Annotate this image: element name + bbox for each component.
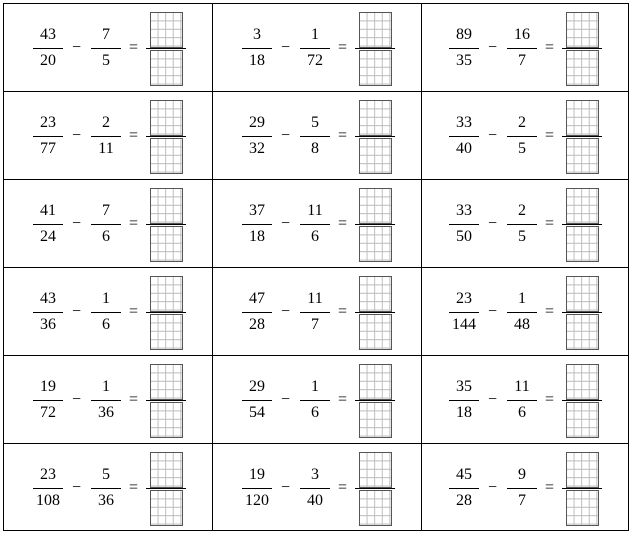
answer-fraction-bar xyxy=(355,488,395,489)
second-fraction-denominator: 6 xyxy=(518,404,526,421)
answer-numerator-box[interactable] xyxy=(150,12,183,48)
first-fraction xyxy=(28,290,68,334)
answer-denominator-box[interactable] xyxy=(566,490,599,526)
second-fraction xyxy=(295,466,335,510)
problem-cell xyxy=(4,444,213,530)
answer-denominator-box[interactable] xyxy=(359,138,392,174)
second-fraction xyxy=(295,114,335,158)
answer-numerator-box[interactable] xyxy=(566,12,599,48)
second-fraction xyxy=(86,202,126,246)
second-fraction-denominator: 5 xyxy=(102,52,110,69)
answer-numerator-box[interactable] xyxy=(359,276,392,312)
second-fraction xyxy=(502,378,542,422)
answer-fraction xyxy=(355,188,395,262)
problem-cell xyxy=(422,92,628,180)
first-fraction-denominator: 32 xyxy=(249,140,265,157)
second-fraction-denominator: 72 xyxy=(307,52,323,69)
fraction-bar xyxy=(507,312,537,313)
second-fraction-numerator: 5 xyxy=(102,466,110,483)
answer-numerator-box[interactable] xyxy=(359,12,392,48)
answer-fraction-bar xyxy=(146,224,186,225)
equals-sign: = xyxy=(129,391,139,408)
equals-sign: = xyxy=(129,215,139,232)
first-fraction-denominator: 20 xyxy=(40,52,56,69)
answer-fraction xyxy=(146,100,186,174)
second-fraction-denominator: 6 xyxy=(102,228,110,245)
problem-cell xyxy=(422,180,628,268)
problem-cell xyxy=(4,356,213,444)
second-fraction xyxy=(502,466,542,510)
second-fraction-numerator: 2 xyxy=(518,202,526,219)
fraction-bar xyxy=(300,136,330,137)
first-fraction-denominator: 77 xyxy=(40,140,56,157)
first-fraction-numerator: 41 xyxy=(40,202,56,219)
first-fraction-denominator: 18 xyxy=(456,404,472,421)
equals-sign: = xyxy=(545,479,555,496)
second-fraction-numerator: 2 xyxy=(102,114,110,131)
first-fraction xyxy=(444,114,484,158)
answer-denominator-box[interactable] xyxy=(359,226,392,262)
fraction-bar xyxy=(91,312,121,313)
second-fraction-denominator: 7 xyxy=(311,316,319,333)
answer-numerator-box[interactable] xyxy=(359,100,392,136)
second-fraction-numerator: 11 xyxy=(307,290,323,307)
answer-fraction-bar xyxy=(562,224,602,225)
second-fraction xyxy=(86,290,126,334)
answer-fraction xyxy=(146,12,186,86)
second-fraction-denominator: 5 xyxy=(518,140,526,157)
fraction-bar xyxy=(91,224,121,225)
first-fraction-numerator: 3 xyxy=(253,26,261,43)
fraction-bar xyxy=(242,48,272,49)
second-fraction xyxy=(295,26,335,70)
first-fraction xyxy=(237,466,277,510)
first-fraction-numerator: 37 xyxy=(249,202,265,219)
first-fraction xyxy=(444,466,484,510)
first-fraction-numerator: 23 xyxy=(456,290,472,307)
equals-sign: = xyxy=(338,479,348,496)
second-fraction-numerator: 1 xyxy=(311,378,319,395)
second-fraction-numerator: 7 xyxy=(102,202,110,219)
minus-sign: − xyxy=(72,39,82,56)
first-fraction-numerator: 23 xyxy=(40,466,56,483)
fraction-bar xyxy=(33,136,63,137)
minus-sign: − xyxy=(488,391,498,408)
first-fraction-numerator: 43 xyxy=(40,290,56,307)
equals-sign: = xyxy=(545,303,555,320)
first-fraction xyxy=(28,202,68,246)
first-fraction-denominator: 24 xyxy=(40,228,56,245)
first-fraction-numerator: 29 xyxy=(249,114,265,131)
second-fraction xyxy=(86,26,126,70)
problem-cell xyxy=(213,444,422,530)
answer-numerator-box[interactable] xyxy=(359,452,392,488)
answer-denominator-box[interactable] xyxy=(150,490,183,526)
first-fraction-numerator: 47 xyxy=(249,290,265,307)
minus-sign: − xyxy=(72,391,82,408)
fraction-bar xyxy=(300,312,330,313)
first-fraction-numerator: 29 xyxy=(249,378,265,395)
problem-cell xyxy=(4,4,213,92)
answer-denominator-box[interactable] xyxy=(566,314,599,350)
fraction-bar xyxy=(449,400,479,401)
fraction-bar xyxy=(91,400,121,401)
answer-denominator-box[interactable] xyxy=(150,50,183,86)
answer-fraction-bar xyxy=(562,400,602,401)
problem-cell xyxy=(422,4,628,92)
answer-fraction xyxy=(562,276,602,350)
equals-sign: = xyxy=(545,127,555,144)
second-fraction-denominator: 36 xyxy=(98,404,114,421)
first-fraction xyxy=(444,290,484,334)
answer-fraction-bar xyxy=(146,488,186,489)
answer-numerator-box[interactable] xyxy=(150,452,183,488)
second-fraction-numerator: 11 xyxy=(514,378,530,395)
answer-numerator-box[interactable] xyxy=(566,100,599,136)
problem-cell xyxy=(4,92,213,180)
minus-sign: − xyxy=(72,215,82,232)
fraction-bar xyxy=(91,488,121,489)
second-fraction-numerator: 11 xyxy=(307,202,323,219)
fraction-bar xyxy=(300,488,330,489)
answer-fraction xyxy=(562,12,602,86)
fraction-bar xyxy=(242,224,272,225)
first-fraction-denominator: 18 xyxy=(249,228,265,245)
minus-sign: − xyxy=(281,391,291,408)
first-fraction-denominator: 18 xyxy=(249,52,265,69)
problem-cell xyxy=(213,356,422,444)
problem-cell xyxy=(213,268,422,356)
equals-sign: = xyxy=(129,127,139,144)
equals-sign: = xyxy=(129,479,139,496)
second-fraction-denominator: 7 xyxy=(518,52,526,69)
second-fraction-denominator: 11 xyxy=(98,140,114,157)
fraction-bar xyxy=(91,48,121,49)
minus-sign: − xyxy=(488,127,498,144)
answer-denominator-box[interactable] xyxy=(150,138,183,174)
second-fraction xyxy=(502,290,542,334)
minus-sign: − xyxy=(488,303,498,320)
first-fraction-denominator: 108 xyxy=(36,492,60,509)
first-fraction-numerator: 35 xyxy=(456,378,472,395)
fraction-bar xyxy=(33,312,63,313)
first-fraction-numerator: 23 xyxy=(40,114,56,131)
answer-fraction-bar xyxy=(146,136,186,137)
fraction-bar xyxy=(33,488,63,489)
first-fraction xyxy=(444,26,484,70)
answer-fraction-bar xyxy=(562,312,602,313)
fraction-bar xyxy=(242,400,272,401)
answer-numerator-box[interactable] xyxy=(150,188,183,224)
answer-denominator-box[interactable] xyxy=(150,314,183,350)
second-fraction xyxy=(86,378,126,422)
equals-sign: = xyxy=(545,215,555,232)
first-fraction xyxy=(237,290,277,334)
problem-cell xyxy=(213,92,422,180)
problem-cell xyxy=(422,356,628,444)
answer-fraction-bar xyxy=(355,400,395,401)
problem-cell xyxy=(422,268,628,356)
second-fraction-denominator: 6 xyxy=(311,404,319,421)
answer-fraction-bar xyxy=(146,312,186,313)
first-fraction-numerator: 43 xyxy=(40,26,56,43)
first-fraction-denominator: 50 xyxy=(456,228,472,245)
fraction-bar xyxy=(449,224,479,225)
minus-sign: − xyxy=(281,127,291,144)
first-fraction-denominator: 54 xyxy=(249,404,265,421)
equals-sign: = xyxy=(338,391,348,408)
answer-numerator-box[interactable] xyxy=(150,276,183,312)
answer-fraction xyxy=(355,364,395,438)
minus-sign: − xyxy=(72,479,82,496)
answer-fraction xyxy=(562,364,602,438)
answer-denominator-box[interactable] xyxy=(359,402,392,438)
minus-sign: − xyxy=(488,39,498,56)
worksheet-table xyxy=(3,3,629,531)
answer-denominator-box[interactable] xyxy=(150,226,183,262)
answer-numerator-box[interactable] xyxy=(150,364,183,400)
first-fraction xyxy=(444,378,484,422)
second-fraction xyxy=(502,114,542,158)
second-fraction xyxy=(86,114,126,158)
second-fraction-denominator: 48 xyxy=(514,316,530,333)
minus-sign: − xyxy=(281,215,291,232)
first-fraction xyxy=(237,26,277,70)
first-fraction-denominator: 120 xyxy=(245,492,269,509)
answer-fraction-bar xyxy=(355,136,395,137)
minus-sign: − xyxy=(281,303,291,320)
fraction-bar xyxy=(242,136,272,137)
answer-denominator-box[interactable] xyxy=(566,50,599,86)
second-fraction xyxy=(295,202,335,246)
first-fraction-numerator: 33 xyxy=(456,202,472,219)
first-fraction-numerator: 19 xyxy=(249,466,265,483)
fraction-bar xyxy=(449,48,479,49)
second-fraction-numerator: 1 xyxy=(102,290,110,307)
answer-fraction-bar xyxy=(146,400,186,401)
fraction-bar xyxy=(300,224,330,225)
first-fraction-denominator: 28 xyxy=(456,492,472,509)
equals-sign: = xyxy=(129,303,139,320)
fraction-bar xyxy=(33,48,63,49)
answer-numerator-box[interactable] xyxy=(566,276,599,312)
answer-fraction xyxy=(562,188,602,262)
fraction-bar xyxy=(449,312,479,313)
fraction-bar xyxy=(300,400,330,401)
second-fraction-denominator: 8 xyxy=(311,140,319,157)
answer-numerator-box[interactable] xyxy=(359,364,392,400)
fraction-bar xyxy=(91,136,121,137)
answer-numerator-box[interactable] xyxy=(566,364,599,400)
second-fraction xyxy=(295,378,335,422)
first-fraction-numerator: 19 xyxy=(40,378,56,395)
second-fraction-denominator: 40 xyxy=(307,492,323,509)
equals-sign: = xyxy=(545,39,555,56)
fraction-bar xyxy=(300,48,330,49)
answer-fraction xyxy=(562,452,602,526)
answer-denominator-box[interactable] xyxy=(150,402,183,438)
fraction-bar xyxy=(507,488,537,489)
first-fraction xyxy=(237,378,277,422)
answer-fraction xyxy=(146,452,186,526)
second-fraction-denominator: 7 xyxy=(518,492,526,509)
fraction-bar xyxy=(449,136,479,137)
answer-fraction-bar xyxy=(146,48,186,49)
second-fraction-denominator: 5 xyxy=(518,228,526,245)
first-fraction xyxy=(28,26,68,70)
first-fraction xyxy=(237,114,277,158)
answer-fraction-bar xyxy=(355,312,395,313)
fraction-bar xyxy=(449,488,479,489)
second-fraction-numerator: 16 xyxy=(514,26,530,43)
equals-sign: = xyxy=(338,215,348,232)
fraction-bar xyxy=(33,224,63,225)
first-fraction-denominator: 72 xyxy=(40,404,56,421)
second-fraction xyxy=(295,290,335,334)
first-fraction-numerator: 33 xyxy=(456,114,472,131)
answer-fraction-bar xyxy=(355,48,395,49)
answer-fraction xyxy=(146,188,186,262)
first-fraction-numerator: 89 xyxy=(456,26,472,43)
second-fraction-numerator: 9 xyxy=(518,466,526,483)
fraction-bar xyxy=(507,400,537,401)
second-fraction xyxy=(86,466,126,510)
answer-fraction xyxy=(355,276,395,350)
second-fraction-denominator: 6 xyxy=(102,316,110,333)
fraction-bar xyxy=(242,488,272,489)
minus-sign: − xyxy=(281,479,291,496)
first-fraction-denominator: 28 xyxy=(249,316,265,333)
second-fraction-numerator: 5 xyxy=(311,114,319,131)
answer-denominator-box[interactable] xyxy=(566,226,599,262)
problem-cell xyxy=(4,180,213,268)
first-fraction-numerator: 45 xyxy=(456,466,472,483)
answer-fraction-bar xyxy=(562,488,602,489)
equals-sign: = xyxy=(338,303,348,320)
equals-sign: = xyxy=(545,391,555,408)
answer-numerator-box[interactable] xyxy=(359,188,392,224)
second-fraction-denominator: 6 xyxy=(311,228,319,245)
fraction-bar xyxy=(33,400,63,401)
minus-sign: − xyxy=(281,39,291,56)
answer-fraction xyxy=(355,12,395,86)
minus-sign: − xyxy=(72,127,82,144)
fraction-bar xyxy=(507,224,537,225)
answer-numerator-box[interactable] xyxy=(566,188,599,224)
first-fraction xyxy=(237,202,277,246)
fraction-bar xyxy=(507,48,537,49)
fraction-bar xyxy=(242,312,272,313)
answer-fraction xyxy=(146,276,186,350)
problem-cell xyxy=(422,444,628,530)
answer-denominator-box[interactable] xyxy=(359,50,392,86)
problem-cell xyxy=(4,268,213,356)
first-fraction xyxy=(28,466,68,510)
equals-sign: = xyxy=(338,39,348,56)
answer-fraction xyxy=(562,100,602,174)
answer-fraction xyxy=(146,364,186,438)
answer-fraction xyxy=(355,452,395,526)
answer-fraction-bar xyxy=(562,48,602,49)
answer-fraction xyxy=(355,100,395,174)
first-fraction xyxy=(28,378,68,422)
first-fraction-denominator: 40 xyxy=(456,140,472,157)
answer-fraction-bar xyxy=(562,136,602,137)
first-fraction-denominator: 35 xyxy=(456,52,472,69)
second-fraction-numerator: 1 xyxy=(311,26,319,43)
second-fraction-numerator: 1 xyxy=(102,378,110,395)
answer-denominator-box[interactable] xyxy=(566,402,599,438)
second-fraction-numerator: 7 xyxy=(102,26,110,43)
second-fraction xyxy=(502,26,542,70)
second-fraction-numerator: 2 xyxy=(518,114,526,131)
minus-sign: − xyxy=(488,479,498,496)
problem-cell xyxy=(213,4,422,92)
second-fraction-denominator: 36 xyxy=(98,492,114,509)
answer-fraction-bar xyxy=(355,224,395,225)
second-fraction-numerator: 1 xyxy=(518,290,526,307)
answer-denominator-box[interactable] xyxy=(359,314,392,350)
answer-denominator-box[interactable] xyxy=(566,138,599,174)
problem-cell xyxy=(213,180,422,268)
answer-denominator-box[interactable] xyxy=(359,490,392,526)
first-fraction-denominator: 144 xyxy=(452,316,476,333)
answer-numerator-box[interactable] xyxy=(566,452,599,488)
second-fraction xyxy=(502,202,542,246)
first-fraction xyxy=(28,114,68,158)
fraction-bar xyxy=(507,136,537,137)
first-fraction-denominator: 36 xyxy=(40,316,56,333)
minus-sign: − xyxy=(72,303,82,320)
answer-numerator-box[interactable] xyxy=(150,100,183,136)
equals-sign: = xyxy=(338,127,348,144)
minus-sign: − xyxy=(488,215,498,232)
second-fraction-numerator: 3 xyxy=(311,466,319,483)
equals-sign: = xyxy=(129,39,139,56)
first-fraction xyxy=(444,202,484,246)
